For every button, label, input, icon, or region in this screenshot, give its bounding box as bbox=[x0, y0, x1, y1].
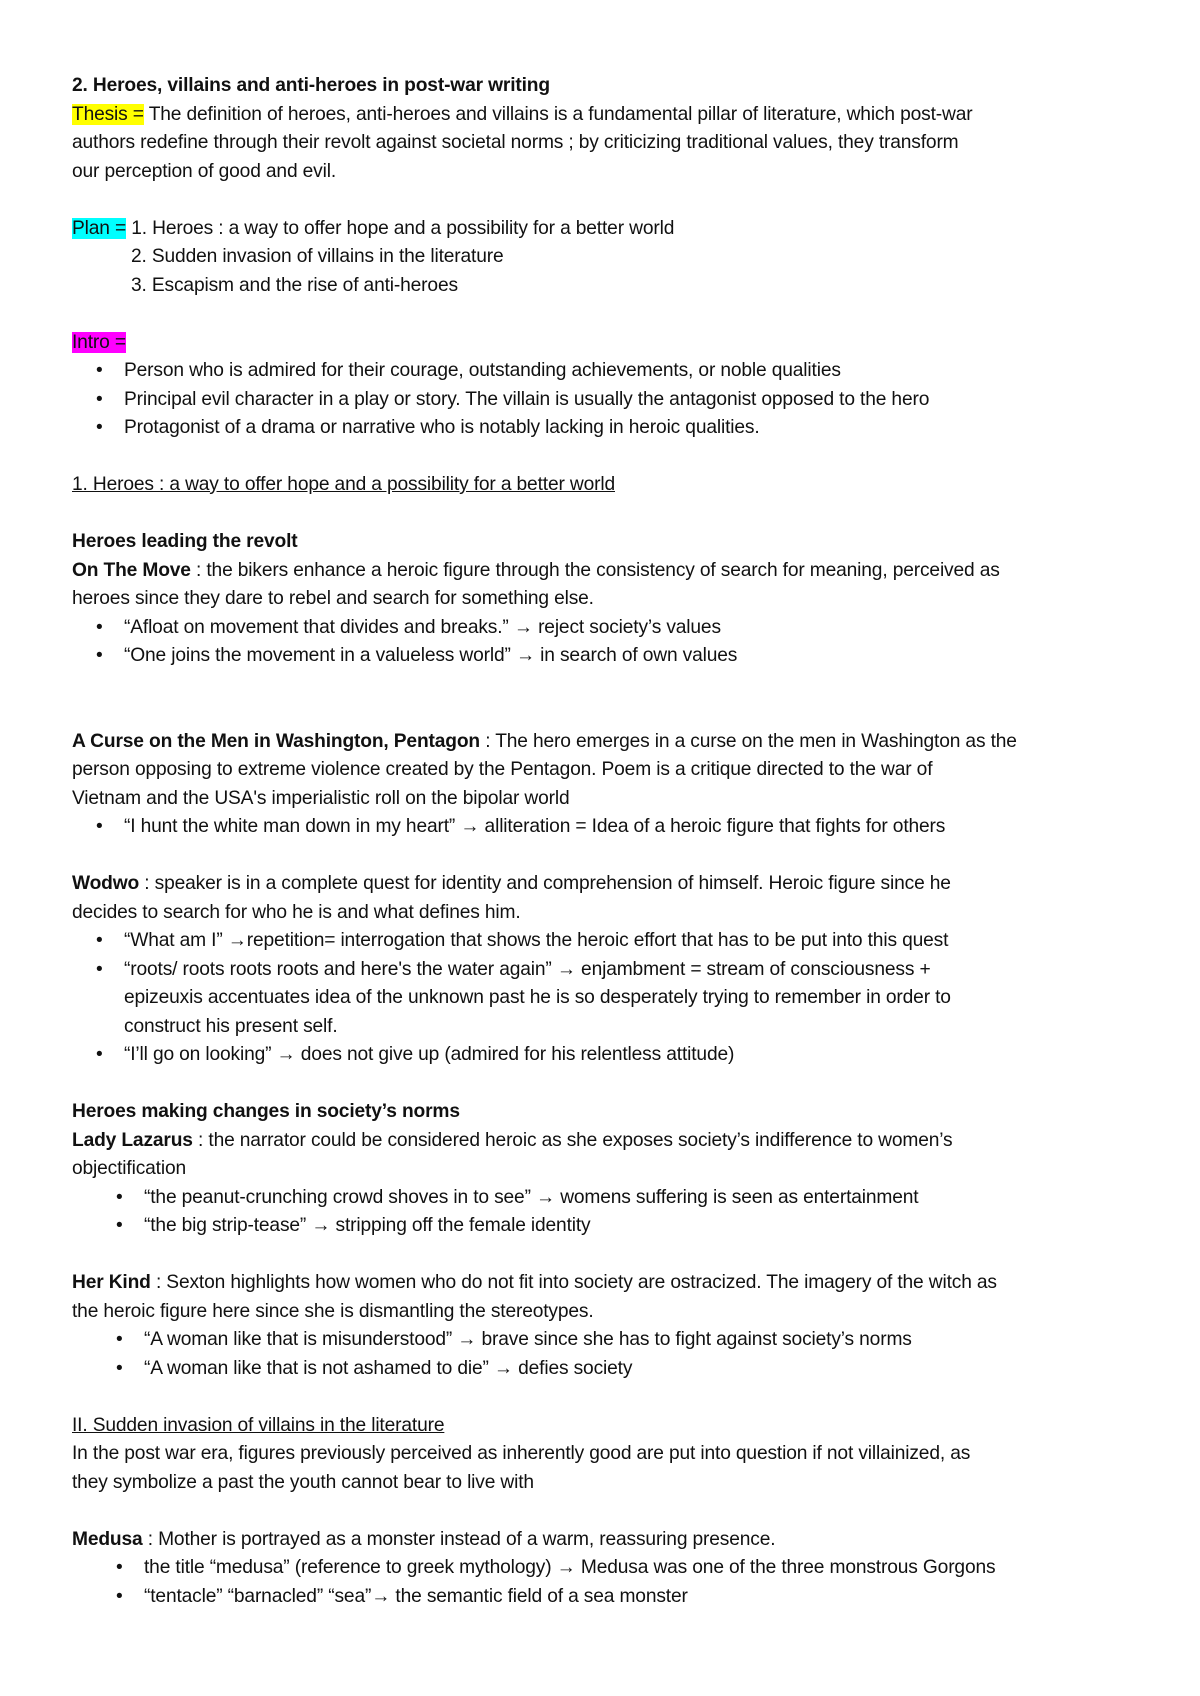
quote-analysis: epizeuxis accentuates idea of the unknown past he is so desperately trying to remember in order to bbox=[124, 987, 951, 1008]
bullet-icon: • bbox=[116, 1215, 123, 1236]
work-title: On The Move bbox=[72, 559, 191, 581]
entry-text: the heroic figure here since she is dismantling the stereotypes. bbox=[72, 1300, 594, 1322]
list-item bbox=[72, 614, 1152, 643]
entry-text: heroes since they dare to rebel and search for something else. bbox=[72, 588, 594, 609]
plan-block bbox=[72, 215, 1152, 301]
list-item bbox=[72, 642, 1152, 671]
entry-text: Vietnam and the USA's imperialistic roll on the bipolar world bbox=[72, 787, 570, 809]
bullet-icon: • bbox=[96, 1044, 103, 1065]
work-title: A Curse on the Men in Washington, Pentagon bbox=[72, 730, 481, 752]
quote-analysis: “I’ll go on looking” → does not give up (admired for his relentless attitude) bbox=[124, 1044, 735, 1065]
bullet-icon: • bbox=[116, 1557, 123, 1578]
entry-wodwo bbox=[72, 870, 1152, 1070]
entry-text: : The hero emerges in a curse on the men in Washington as the bbox=[480, 730, 1017, 752]
bullet-icon: • bbox=[96, 388, 103, 410]
list-item bbox=[72, 414, 1152, 443]
entry-lady-lazarus bbox=[72, 1127, 1152, 1241]
bullet-icon: • bbox=[96, 816, 103, 837]
entry-curse-on-the-men bbox=[72, 728, 1152, 842]
quote-analysis: “What am I” →repetition= interrogation that shows the heroic effort that has to be put into this quest bbox=[124, 930, 949, 951]
bullet-icon: • bbox=[96, 360, 103, 381]
quote-analysis: “I hunt the white man down in my heart” → alliteration = Idea of a heroic figure that fights for others bbox=[124, 816, 946, 837]
entry-text: decides to search for who he is and what defines him. bbox=[72, 901, 521, 923]
work-title: Medusa bbox=[72, 1528, 143, 1550]
quote-analysis: “A woman like that is misunderstood” → brave since she has to fight against society’s norms bbox=[144, 1329, 912, 1350]
quote-analysis: “the peanut-crunching crowd shoves in to see” → womens suffering is seen as entertainment bbox=[144, 1186, 919, 1208]
intro-block bbox=[72, 329, 1152, 443]
plan-item: 2. Sudden invasion of villains in the literature bbox=[131, 246, 504, 267]
quote-analysis: “Afloat on movement that divides and breaks.” → reject society’s values bbox=[124, 616, 721, 638]
entry-text: : Mother is portrayed as a monster instead of a warm, reassuring presence. bbox=[142, 1528, 776, 1550]
intro-label: Intro = bbox=[72, 331, 126, 353]
bullet-icon: • bbox=[96, 616, 103, 638]
entry-text: : speaker is in a complete quest for identity and comprehension of himself. Heroic figure since he bbox=[139, 873, 951, 894]
plan-item: 3. Escapism and the rise of anti-heroes bbox=[131, 274, 458, 296]
list-item bbox=[72, 813, 1152, 842]
bullet-icon: • bbox=[96, 645, 103, 666]
work-title: Her Kind bbox=[72, 1272, 151, 1293]
entry-text: : the narrator could be considered heroic as she exposes society’s indifference to women’s bbox=[192, 1129, 953, 1151]
thesis-block bbox=[72, 101, 1152, 187]
bullet-icon: • bbox=[116, 1186, 123, 1208]
quote-analysis: “roots/ roots roots roots and here's the water again” → enjambment = stream of consciousness + bbox=[124, 958, 931, 980]
bullet-icon: • bbox=[96, 417, 103, 438]
bullet-icon: • bbox=[96, 958, 103, 980]
bullet-icon: • bbox=[116, 1329, 123, 1350]
subsection-title: Heroes leading the revolt bbox=[72, 531, 298, 552]
quote-analysis: construct his present self. bbox=[124, 1015, 338, 1037]
list-item bbox=[72, 1041, 1152, 1070]
work-title: Lady Lazarus bbox=[72, 1129, 193, 1151]
entry-text: objectification bbox=[72, 1158, 187, 1179]
quote-analysis: the title “medusa” (reference to greek mythology) → Medusa was one of the three monstrous Gorgons bbox=[144, 1557, 996, 1578]
intro-definition: Person who is admired for their courage, outstanding achievements, or noble qualities bbox=[124, 360, 841, 381]
entry-on-the-move bbox=[72, 557, 1152, 671]
quote-analysis: “tentacle” “barnacled” “sea”→ the semantic field of a sea monster bbox=[144, 1585, 688, 1607]
entry-text: : the bikers enhance a heroic figure through the consistency of search for meaning, perceived as bbox=[190, 559, 1000, 581]
intro-definition: Protagonist of a drama or narrative who is notably lacking in heroic qualities. bbox=[124, 417, 760, 438]
entry-text: : Sexton highlights how women who do not fit into society are ostracized. The imagery of the witch as bbox=[150, 1272, 997, 1293]
plan-item: 1. Heroes : a way to offer hope and a possibility for a better world bbox=[126, 217, 675, 239]
section-2-title: II. Sudden invasion of villains in the literature bbox=[72, 1414, 445, 1436]
entry-her-kind bbox=[72, 1269, 1152, 1383]
section-1-title: 1. Heroes : a way to offer hope and a possibility for a better world bbox=[72, 474, 615, 495]
quote-analysis: “One joins the movement in a valueless world” → in search of own values bbox=[124, 645, 738, 666]
plan-label: Plan = bbox=[72, 217, 127, 239]
subsection-title: Heroes making changes in society’s norms bbox=[72, 1101, 460, 1122]
quote-analysis: “A woman like that is not ashamed to die” → defies society bbox=[144, 1357, 633, 1379]
list-item bbox=[72, 927, 1152, 956]
bullet-icon: • bbox=[96, 930, 103, 951]
list-item bbox=[72, 386, 1152, 415]
thesis-text-line: authors redefine through their revolt against societal norms ; by criticizing traditional values, they transform bbox=[72, 132, 959, 153]
list-item bbox=[72, 956, 1152, 1042]
list-item bbox=[72, 1212, 1152, 1241]
thesis-text-line: The definition of heroes, anti-heroes and villains is a fundamental pillar of literature, which post-war bbox=[143, 103, 973, 125]
section-2-text: In the post war era, figures previously perceived as inherently good are put into question if not villainized, as bbox=[72, 1443, 971, 1464]
intro-definition: Principal evil character in a play or story. The villain is usually the antagonist opposed to the hero bbox=[124, 388, 930, 410]
list-item bbox=[72, 357, 1152, 386]
entry-medusa bbox=[72, 1526, 1152, 1612]
list-item bbox=[72, 1184, 1152, 1213]
section-2-text: they symbolize a past the youth cannot bear to live with bbox=[72, 1471, 534, 1493]
bullet-icon: • bbox=[116, 1357, 123, 1379]
entry-text: person opposing to extreme violence created by the Pentagon. Poem is a critique directed to the war of bbox=[72, 759, 933, 780]
list-item bbox=[72, 1583, 1152, 1612]
list-item bbox=[72, 1326, 1152, 1355]
list-item bbox=[72, 1355, 1152, 1384]
thesis-label: Thesis = bbox=[72, 103, 144, 125]
document-page bbox=[72, 72, 1152, 1611]
bullet-icon: • bbox=[116, 1585, 123, 1607]
work-title: Wodwo bbox=[72, 873, 140, 894]
thesis-text-line: our perception of good and evil. bbox=[72, 160, 337, 182]
document-heading: 2. Heroes, villains and anti-heroes in post-war writing bbox=[72, 75, 550, 96]
quote-analysis: “the big strip-tease” → stripping off the female identity bbox=[144, 1215, 591, 1236]
list-item bbox=[72, 1554, 1152, 1583]
